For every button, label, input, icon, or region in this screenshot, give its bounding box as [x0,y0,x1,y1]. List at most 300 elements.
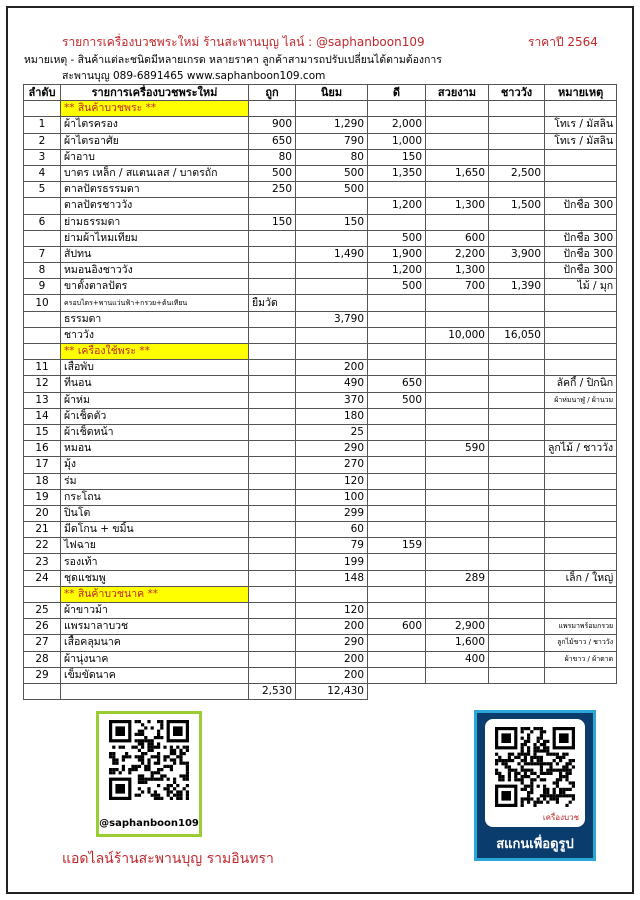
price-popular: 199 [296,554,368,570]
table-row [24,505,617,521]
remark-cell [545,327,617,343]
price-good [368,603,426,619]
remark-cell: ลูกไม้ขาว / ชาววัง [545,635,617,651]
column-header: ดี [368,85,426,101]
price-popular [296,344,368,360]
price-popular [296,263,368,279]
row-number: 21 [24,522,61,538]
price-good: 1,350 [368,165,426,181]
table-row [24,635,617,651]
remark-cell: แพรมาพร้อมกรวย [545,619,617,635]
price-popular: 3,790 [296,311,368,327]
item-name: มุ้ง [61,457,249,473]
price-royal [489,344,545,360]
price-beautiful [426,408,489,424]
price-popular: 60 [296,522,368,538]
table-row [24,522,617,538]
price-royal [489,263,545,279]
item-name: หมอนอิงชาววัง [61,263,249,279]
price-royal: 3,900 [489,246,545,262]
row-number [24,101,61,117]
item-name: ชาววัง [61,327,249,343]
table-row [24,327,617,343]
row-number: 18 [24,473,61,489]
row-number: 13 [24,392,61,408]
price-good [368,344,426,360]
price-beautiful: 1,300 [426,263,489,279]
item-name: ครอบไตร+พานแว่นฟ้า+กรวย+ต้นเทียน [61,295,249,311]
item-name: ผ้าเช็ดตัว [61,408,249,424]
row-number: 16 [24,441,61,457]
row-number: 11 [24,360,61,376]
item-name: เข็มขัดนาค [61,667,249,683]
price-royal [489,586,545,602]
price-cheap [249,603,296,619]
remark-cell [545,344,617,360]
price-cheap: 80 [249,149,296,165]
section-row [24,344,617,360]
table-body [24,101,617,700]
table-row [24,554,617,570]
price-royal: 2,500 [489,165,545,181]
price-royal [489,473,545,489]
row-number [24,311,61,327]
table-row [24,246,617,262]
table-row [24,651,617,667]
price-popular: 490 [296,376,368,392]
price-cheap [249,554,296,570]
price-popular: 1,490 [296,246,368,262]
column-header: รายการเครื่องบวชพระใหม่ [61,85,249,101]
price-good [368,311,426,327]
remark-cell [545,505,617,521]
price-popular [296,327,368,343]
remark-cell [545,457,617,473]
table-row [24,619,617,635]
remark-cell [545,554,617,570]
price-good [368,473,426,489]
item-name: หมอน [61,441,249,457]
price-popular: 120 [296,473,368,489]
price-good [368,570,426,586]
item-name: ผ้าห่ม [61,392,249,408]
qr-code-icon [495,727,575,807]
table-row [24,133,617,149]
row-number: 26 [24,619,61,635]
price-table [23,84,617,700]
price-beautiful [426,133,489,149]
price-royal [489,295,545,311]
table-header-row [24,85,617,101]
row-number [24,327,61,343]
price-beautiful [426,117,489,133]
price-good: 1,000 [368,133,426,149]
row-number: 7 [24,246,61,262]
qr-code-icon [109,720,189,800]
price-good: 600 [368,619,426,635]
price-royal [489,311,545,327]
row-number [24,198,61,214]
item-name: ผ้าอาบ [61,149,249,165]
remark-cell: โทเร / มัสลิน [545,133,617,149]
row-number: 15 [24,424,61,440]
price-cheap: 900 [249,117,296,133]
row-number: 24 [24,570,61,586]
remark-cell [545,165,617,181]
item-name: มีดโกน + ขมิ้น [61,522,249,538]
item-name: ชุดแชมพู [61,570,249,586]
price-royal [489,667,545,683]
price-good [368,408,426,424]
item-name: ไฟฉาย [61,538,249,554]
price-royal [489,376,545,392]
remark-cell [545,360,617,376]
item-name: ย่ามผ้าไหมเทียม [61,230,249,246]
price-popular: 370 [296,392,368,408]
price-good: 500 [368,279,426,295]
price-good: 650 [368,376,426,392]
remark-cell: เล็ก / ใหญ่ [545,570,617,586]
item-name: ผ้าไตรอาศัย [61,133,249,149]
table-row [24,214,617,230]
price-popular [296,295,368,311]
price-cheap [249,489,296,505]
table-row [24,603,617,619]
price-popular: 1,290 [296,117,368,133]
price-good [368,457,426,473]
item-name: บาตร เหล็ก / สแตนเลส / บาตรถัก [61,165,249,181]
price-beautiful: 1,650 [426,165,489,181]
price-beautiful [426,424,489,440]
remark-cell [545,586,617,602]
table-row [24,117,617,133]
price-good [368,214,426,230]
remark-cell [545,101,617,117]
table-row [24,311,617,327]
table-row [24,570,617,586]
price-good [368,101,426,117]
remark-cell: ลูกไม้ / ชาววัง [545,441,617,457]
price-beautiful [426,376,489,392]
price-royal [489,424,545,440]
remark-cell [545,214,617,230]
table-row [24,149,617,165]
page-title: รายการเครื่องบวชพระใหม่ ร้านสะพานบุญ ไลน์ : @saphanboon109 [62,35,425,49]
section-title: ** สินค้าบวชพระ ** [61,101,249,117]
price-beautiful [426,214,489,230]
price-royal [489,133,545,149]
price-beautiful [426,182,489,198]
section-row [24,586,617,602]
price-good: 1,900 [368,246,426,262]
price-royal: 1,500 [489,198,545,214]
empty-cell [61,683,249,699]
column-header: หมายเหตุ [545,85,617,101]
table-row [24,165,617,181]
price-cheap [249,279,296,295]
remark-cell: ปักชื่อ 300 [545,246,617,262]
remark-cell [545,182,617,198]
price-popular: 120 [296,603,368,619]
price-royal [489,101,545,117]
price-royal [489,230,545,246]
price-popular: 100 [296,489,368,505]
price-beautiful: 590 [426,441,489,457]
row-number: 4 [24,165,61,181]
price-popular: 290 [296,441,368,457]
price-beautiful: 700 [426,279,489,295]
price-popular: 790 [296,133,368,149]
price-beautiful [426,473,489,489]
item-name: ปิ่นโต [61,505,249,521]
remark-cell [545,295,617,311]
remark-cell [545,667,617,683]
price-cheap: 500 [249,165,296,181]
section-row [24,101,617,117]
price-beautiful [426,295,489,311]
price-beautiful [426,101,489,117]
price-royal [489,522,545,538]
row-number: 28 [24,651,61,667]
price-cheap [249,327,296,343]
price-popular [296,279,368,295]
price-good [368,327,426,343]
section-title: ** สินค้าบวชนาค ** [61,586,249,602]
remark-cell [545,489,617,505]
price-cheap: 650 [249,133,296,149]
price-royal [489,538,545,554]
price-popular: 200 [296,619,368,635]
remark-cell: ผ้าห่มนาฬู / ผ้านวม [545,392,617,408]
row-number: 2 [24,133,61,149]
table-row [24,392,617,408]
column-header: สวยงาม [426,85,489,101]
price-cheap [249,376,296,392]
row-number: 9 [24,279,61,295]
price-good [368,424,426,440]
price-beautiful: 400 [426,651,489,667]
price-royal [489,408,545,424]
item-name: ผ้าไตรครอง [61,117,249,133]
remark-cell: ผ้าขาว / ผ้าตาด [545,651,617,667]
row-number [24,586,61,602]
row-number: 19 [24,489,61,505]
scan-cta-label: สแกนเพื่อดูรูป [496,837,574,852]
price-good: 500 [368,230,426,246]
price-cheap [249,198,296,214]
price-good [368,635,426,651]
remark-cell [545,522,617,538]
price-royal [489,214,545,230]
scan-photo-qr-card[interactable] [474,710,596,861]
table-row [24,457,617,473]
row-number: 29 [24,667,61,683]
remark-cell: ไม้ / มุก [545,279,617,295]
remark-cell [545,603,617,619]
item-name: ตาลปัตรชาววัง [61,198,249,214]
price-popular [296,586,368,602]
row-number [24,230,61,246]
item-name: ร่ม [61,473,249,489]
item-name: เสื่อพับ [61,360,249,376]
column-header: ชาววัง [489,85,545,101]
price-popular [296,230,368,246]
item-name: ย่ามธรรมดา [61,214,249,230]
remark-cell: โทเร / มัสลิน [545,117,617,133]
price-popular: 290 [296,635,368,651]
remark-cell [545,424,617,440]
item-name: สัปทน [61,246,249,262]
remark-cell [545,473,617,489]
remark-cell: ปักชื่อ 300 [545,230,617,246]
row-number: 5 [24,182,61,198]
table-row [24,230,617,246]
price-royal [489,651,545,667]
price-good [368,651,426,667]
row-number: 14 [24,408,61,424]
line-qr-card[interactable] [96,711,202,837]
price-beautiful: 2,200 [426,246,489,262]
row-number: 23 [24,554,61,570]
price-royal [489,457,545,473]
item-name: ธรรมดา [61,311,249,327]
total-cell: 2,530 [249,683,296,699]
price-cheap [249,619,296,635]
price-cheap: 250 [249,182,296,198]
price-cheap [249,586,296,602]
price-cheap: ยืมวัด [249,295,296,311]
table-row [24,279,617,295]
price-cheap [249,263,296,279]
item-name: แพรมาลาบวช [61,619,249,635]
remark-cell [545,149,617,165]
price-beautiful: 1,600 [426,635,489,651]
row-number: 22 [24,538,61,554]
price-royal [489,570,545,586]
price-popular: 25 [296,424,368,440]
price-popular: 500 [296,165,368,181]
price-popular: 150 [296,214,368,230]
price-cheap [249,230,296,246]
row-number: 1 [24,117,61,133]
price-beautiful [426,538,489,554]
price-royal [489,441,545,457]
price-beautiful: 600 [426,230,489,246]
price-popular [296,101,368,117]
price-royal [489,554,545,570]
item-name: กระโถน [61,489,249,505]
price-good [368,360,426,376]
price-popular [296,198,368,214]
price-good: 1,200 [368,198,426,214]
price-cheap [249,408,296,424]
price-royal [489,117,545,133]
contact-line: สะพานบุญ 089-6891465 www.saphanboon109.com [62,70,326,82]
price-good [368,505,426,521]
price-royal: 16,050 [489,327,545,343]
price-beautiful [426,344,489,360]
price-cheap [249,424,296,440]
price-popular: 200 [296,360,368,376]
remark-cell [545,408,617,424]
remark-cell [545,311,617,327]
table-row [24,295,617,311]
price-beautiful [426,554,489,570]
remark-cell: ปักชื่อ 300 [545,263,617,279]
qr-small-label: เครื่องบวช [542,813,579,822]
price-royal: 1,390 [489,279,545,295]
price-good [368,489,426,505]
row-number: 17 [24,457,61,473]
row-number: 12 [24,376,61,392]
table-row [24,408,617,424]
item-name: ผ้านุ่งนาค [61,651,249,667]
price-beautiful [426,505,489,521]
column-header: ลำดับ [24,85,61,101]
row-number: 10 [24,295,61,311]
row-number [24,344,61,360]
price-year: ราคาปี 2564 [528,35,598,49]
column-header: ถูก [249,85,296,101]
price-good [368,667,426,683]
totals-row [24,683,617,699]
price-beautiful: 1,300 [426,198,489,214]
price-cheap [249,392,296,408]
price-popular: 500 [296,182,368,198]
price-popular: 80 [296,149,368,165]
price-cheap [249,101,296,117]
price-cheap [249,457,296,473]
price-royal [489,392,545,408]
price-beautiful [426,360,489,376]
price-good: 150 [368,149,426,165]
table-row [24,538,617,554]
price-beautiful [426,522,489,538]
price-beautiful: 289 [426,570,489,586]
price-royal [489,635,545,651]
price-beautiful [426,392,489,408]
price-beautiful [426,457,489,473]
price-beautiful [426,149,489,165]
price-cheap [249,344,296,360]
item-name: ที่นอน [61,376,249,392]
price-good: 2,000 [368,117,426,133]
price-cheap [249,635,296,651]
item-name: เสื้อคลุมนาค [61,635,249,651]
price-royal [489,149,545,165]
price-beautiful [426,667,489,683]
price-good: 159 [368,538,426,554]
column-header: นิยม [296,85,368,101]
section-title: ** เครื่องใช้พระ ** [61,344,249,360]
row-number: 20 [24,505,61,521]
price-beautiful: 2,900 [426,619,489,635]
price-royal [489,360,545,376]
remark-cell: ปักชื่อ 300 [545,198,617,214]
row-number: 3 [24,149,61,165]
price-beautiful: 10,000 [426,327,489,343]
remark-cell: ลัคกี้ / ปิกนิก [545,376,617,392]
item-name: ผ้าขาวม้า [61,603,249,619]
price-cheap [249,360,296,376]
price-popular: 270 [296,457,368,473]
table-row [24,441,617,457]
price-good [368,295,426,311]
table-row [24,424,617,440]
price-cheap [249,441,296,457]
price-royal [489,489,545,505]
price-cheap [249,570,296,586]
